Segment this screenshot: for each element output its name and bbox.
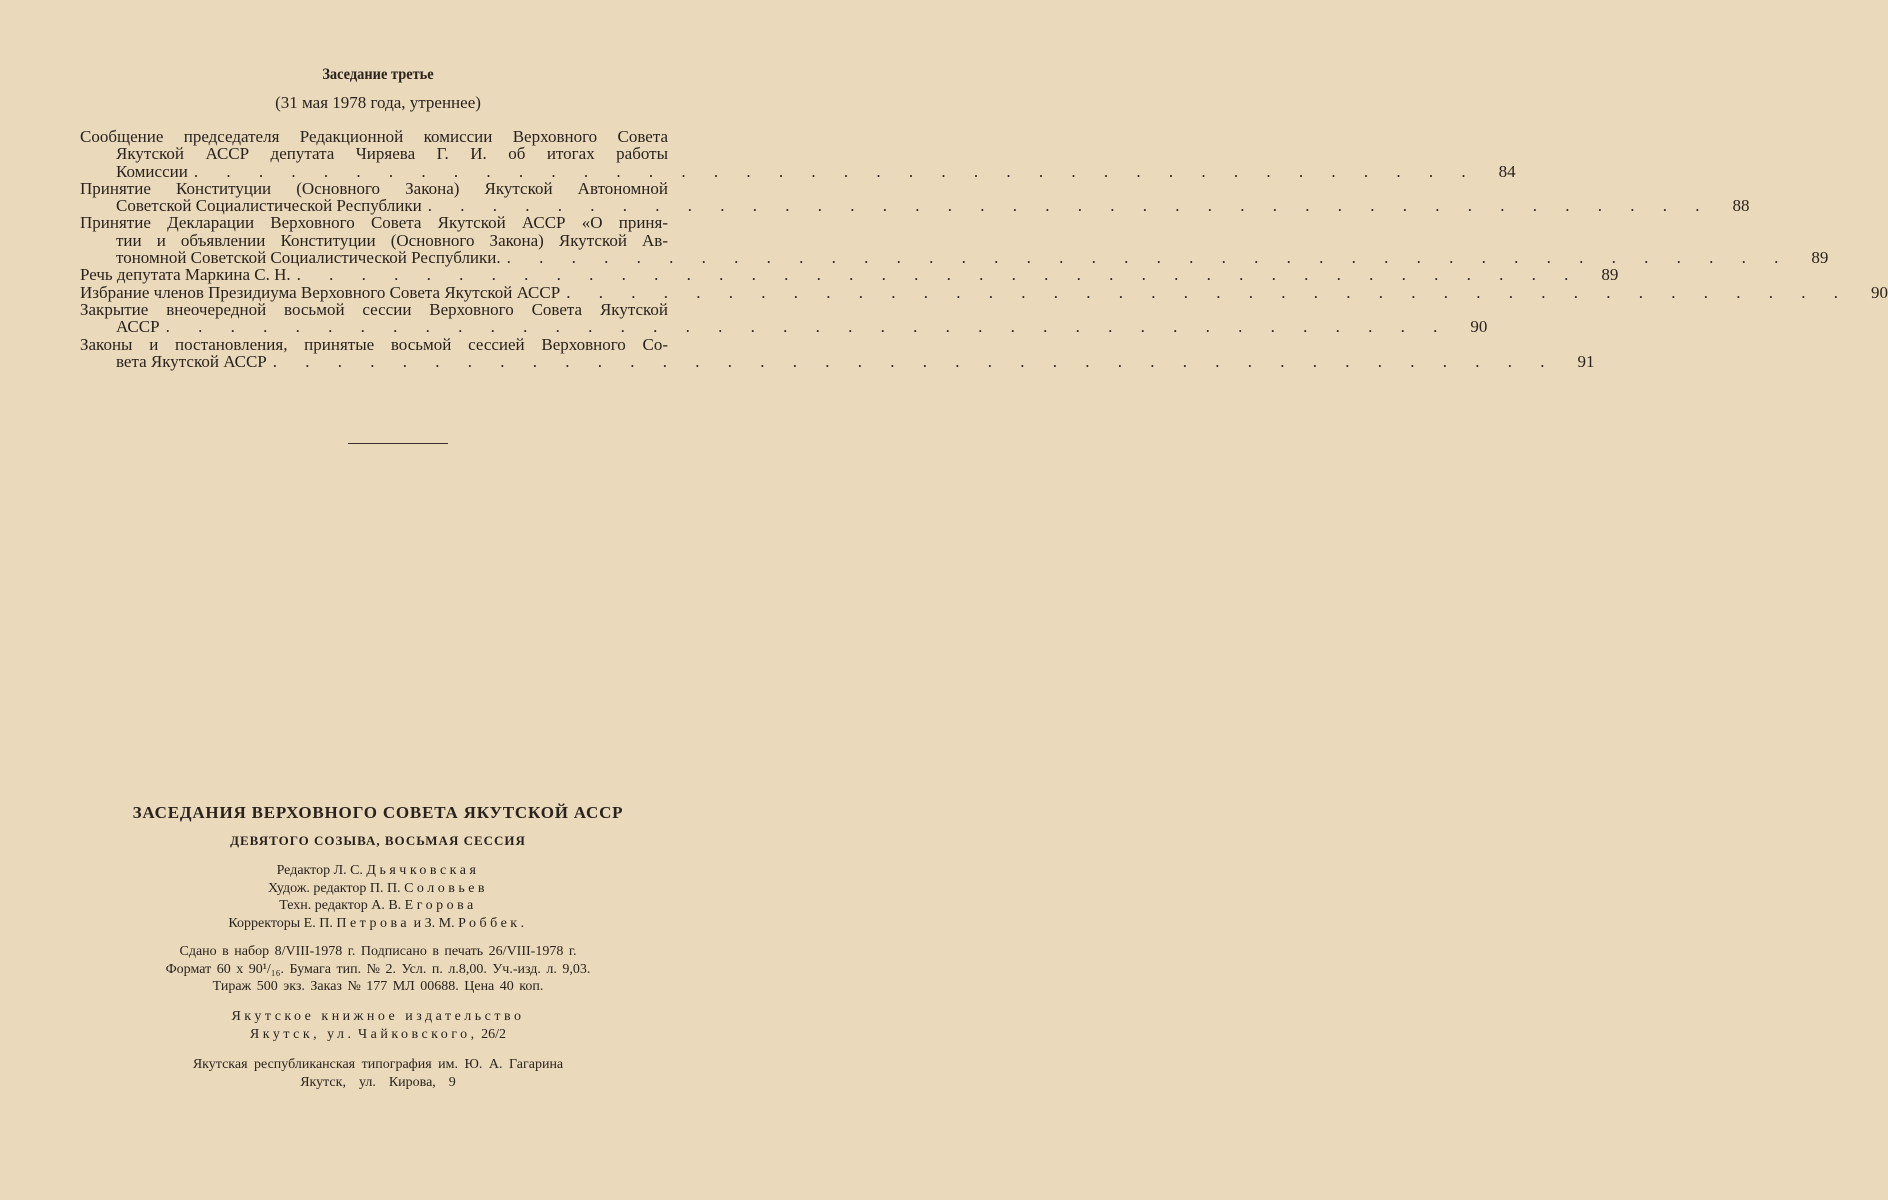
credit-name: Егорова [404, 898, 477, 914]
toc-entry[interactable] [80, 334, 1595, 371]
imprint-subtitle: ДЕВЯТОГО СОЗЫВА, ВОСЬМАЯ СЕССИЯ [230, 833, 526, 848]
toc-page-number: 88 [1732, 196, 1750, 216]
address-city: Якутск, ул. [249, 1026, 355, 1042]
toc-entry[interactable] [80, 213, 1829, 268]
toc-entry[interactable] [80, 299, 1488, 337]
dot-leader: . . . . . . . . . . . . . . . . . . . . . . . . . . . . . . . . . . . . . . . . [193, 161, 1478, 181]
toc-page-number: 91 [1577, 351, 1595, 371]
toc-text: Закрытие внеочередной восьмой сессии Верховного Совета Якутской [80, 299, 668, 319]
credit-role: Корректоры Е. П. [228, 915, 333, 931]
toc-line [80, 301, 668, 318]
session-title: Заседание третье [322, 66, 434, 83]
credit-role: Худож. редактор П. П. [267, 880, 401, 896]
toc-text: Принятие Конституции (Основного Закона) Якутской Автономной [80, 178, 668, 198]
toc-text: тономной Советской Социалистической Республики. [116, 248, 501, 268]
toc-entry[interactable] [80, 127, 1516, 181]
credit-name: Роббек. [458, 915, 528, 931]
toc-line [80, 161, 1516, 181]
credit-name: Петрова [336, 915, 411, 931]
credit-art-editor [0, 880, 756, 898]
print-line: Сдано в набор 8/VIII-1978 г. Подписано в печать 26/VIII-1978 г. [179, 944, 577, 959]
dot-leader: . . . . . . . . . . . . . . . . . . . . . . . . . . . . . . . . . . . . . . . . [427, 196, 1712, 216]
credits [0, 862, 756, 932]
toc-text: Избрание членов Президиума Верховного Совета Якутской АССР [80, 282, 561, 302]
toc-entry[interactable] [80, 178, 1750, 216]
toc-line [80, 128, 668, 145]
toc-line [80, 196, 1750, 216]
toc-line [80, 232, 668, 249]
credit-role: Редактор Л. С. [276, 863, 363, 878]
toc-text: тии и объявлении Конституции (Основного Закона) Якутской Ав- [116, 230, 668, 250]
toc-line [80, 336, 668, 353]
divider [348, 443, 448, 444]
credit-tech-editor [0, 897, 756, 915]
printer-address: Якутск, ул. Кирова, 9 [300, 1074, 456, 1090]
credit-role: Техн. редактор А. В. [279, 898, 402, 914]
toc-text: Комиссии [116, 161, 188, 181]
publisher-name: Якутское книжное издательство [231, 1009, 525, 1024]
credit-role: и З. М. [413, 915, 455, 931]
toc-text: вета Якутской АССР [116, 351, 267, 371]
address-number: 26/2 [481, 1026, 507, 1042]
toc-line [80, 282, 1888, 302]
toc-line [80, 265, 1619, 285]
imprint-title: ЗАСЕДАНИЯ ВЕРХОВНОГО СОВЕТА ЯКУТСКОЙ АССР [132, 803, 624, 822]
toc-page-number: 89 [1601, 265, 1619, 285]
dot-leader: . . . . . . . . . . . . . . . . . . . . . . . . . . . . . . . . . . . . . . . . [272, 351, 1557, 371]
printer [0, 1056, 756, 1091]
session-date: (31 мая 1978 года, утреннее) [275, 93, 481, 112]
toc-line [80, 351, 1595, 371]
toc-text: Принятие Декларации Верховного Совета Якутской АССР «О приня- [80, 213, 668, 233]
toc-entry[interactable] [80, 265, 1619, 285]
credit-editor [0, 862, 756, 880]
toc-line [80, 248, 1829, 268]
toc-text: АССР [116, 317, 160, 337]
toc-text: Сообщение председателя Редакционной комиссии Верховного Совета [80, 127, 668, 146]
toc-line [80, 214, 668, 231]
credit-name: Соловьев [404, 880, 489, 896]
toc-text: Законы и постановления, принятые восьмой сессией Верховного Со- [80, 334, 668, 354]
toc-text: Якутской АССР депутата Чиряева Г. И. об итогах работы [116, 144, 668, 164]
printer-name: Якутская республиканская типография им. Ю. А. Гагарина [192, 1057, 564, 1072]
toc-page-number: 89 [1811, 248, 1829, 268]
print-line: Тираж 500 экз. Заказ № 177 МЛ 00688. Цена 40 коп. [212, 979, 544, 995]
publisher [0, 1008, 756, 1043]
print-line: Формат 60 x 90¹/₁₆. Бумага тип. № 2. Усл. п. л.8,00. Уч.-изд. л. 9,03. [165, 961, 591, 977]
credit-proofreaders [0, 915, 756, 933]
publisher-address [0, 1026, 756, 1044]
toc-line [80, 180, 668, 197]
table-of-contents [80, 127, 1888, 371]
dot-leader: . . . . . . . . . . . . . . . . . . . . . . . . . . . . . . . . . . . . . . . . [506, 248, 1791, 268]
toc-page-number: 90 [1870, 282, 1888, 302]
toc-page-number: 84 [1498, 161, 1516, 181]
toc-text: Советской Социалистической Республики [116, 196, 422, 216]
print-details [0, 943, 756, 996]
dot-leader: . . . . . . . . . . . . . . . . . . . . . . . . . . . . . . . . . . . . . . . . [165, 317, 1450, 337]
credit-name: Дьячковская [366, 863, 480, 878]
dot-leader: . . . . . . . . . . . . . . . . . . . . . . . . . . . . . . . . . . . . . . . . [566, 282, 1850, 302]
toc-line [80, 145, 668, 162]
dot-leader: . . . . . . . . . . . . . . . . . . . . . . . . . . . . . . . . . . . . . . . . [296, 265, 1581, 285]
toc-text: Речь депутата Маркина С. Н. [80, 265, 291, 285]
toc-entry[interactable] [80, 282, 1888, 302]
toc-line [80, 317, 1488, 337]
toc-page-number: 90 [1470, 317, 1488, 337]
address-street: Чайковского, [358, 1026, 478, 1042]
